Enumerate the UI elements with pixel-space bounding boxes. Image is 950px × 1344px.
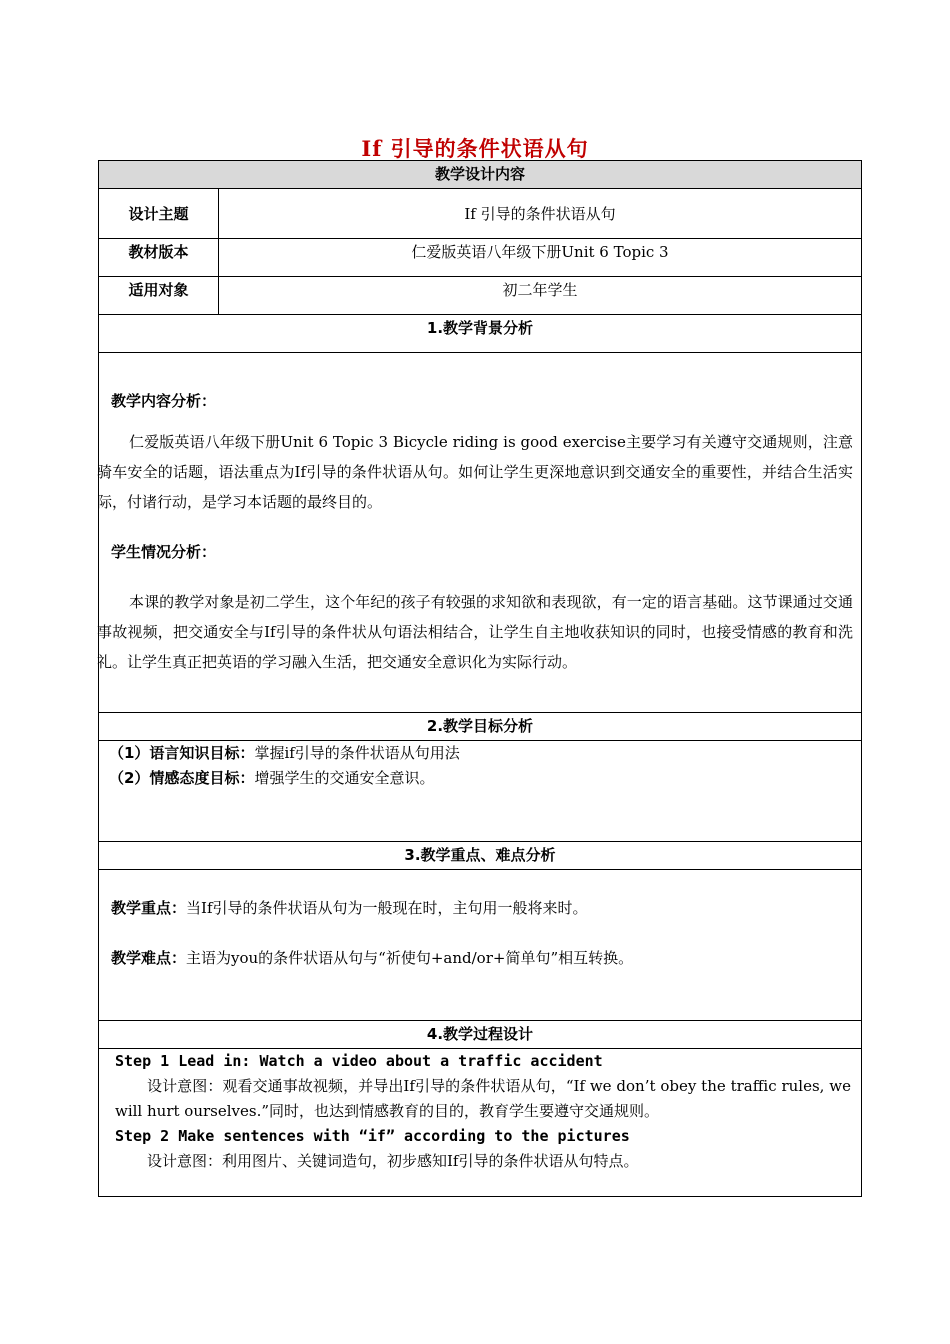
step2-text: 设计意图：利用图片、关键词造句，初步感知If引导的条件状语从句特点。 <box>147 1152 639 1170</box>
info-value: 初二年学生 <box>502 281 578 299</box>
document-title: If 引导的条件状语从句 <box>361 136 589 161</box>
student-analysis-label: 学生情况分析： <box>111 543 217 561</box>
info-value: If 引导的条件状语从句 <box>464 205 616 223</box>
info-key: 设计主题 <box>99 189 219 238</box>
info-row-edition <box>99 239 861 277</box>
section-heading-goals: 2.教学目标分析 <box>99 713 861 741</box>
goal-language-text: 掌握if引导的条件状语从句用法 <box>254 744 460 762</box>
step1-text: 设计意图：观看交通事故视频，并导出If引导的条件状语从句，“If we don’t obey the traffic rules, we will hurt ourselves.”同时，也达到情感教育的目的，教育学生要遵守交通规则。 <box>115 1077 851 1120</box>
difficult-point <box>111 943 851 973</box>
difficult-point-text: 主语为you的条件状语从句与“祈使句+and/or+简单句”相互转换。 <box>186 949 634 967</box>
student-analysis-text: 本课的教学对象是初二学生，这个年纪的孩子有较强的求知欲和表现欲，有一定的语言基础。这节课通过交通事故视频，把交通安全与If引导的条件状从句语法相结合，让学生自主地收获知识的同时，也接受情感的教育和洗礼。让学生真正把英语的学习融入生活，把交通安全意识化为实际行动。 <box>97 593 853 671</box>
info-row-audience <box>99 277 861 315</box>
goal-emotion-label: （2）情感态度目标： <box>109 769 255 787</box>
section-goals-body <box>99 741 861 842</box>
goal-language-label: （1）语言知识目标： <box>109 744 255 762</box>
lesson-plan-table <box>98 160 862 1197</box>
section-heading-process: 4.教学过程设计 <box>99 1021 861 1049</box>
info-key: 教材版本 <box>99 239 219 276</box>
table-header: 教学设计内容 <box>99 161 861 189</box>
goal-language <box>109 741 851 766</box>
key-point-text: 当If引导的条件状语从句为一般现在时，主句用一般将来时。 <box>186 899 588 917</box>
info-key: 适用对象 <box>99 277 219 314</box>
goal-emotion <box>109 766 851 791</box>
content-analysis-text: 仁爱版英语八年级下册Unit 6 Topic 3 Bicycle riding is good exercise主要学习有关遵守交通规则，注意骑车安全的话题，语法重点为If引导的条件状语从句。如何让学生更深地意识到交通安全的重要性，并结合生活实际，付诸行动，是学习本话题的最终目的。 <box>97 433 853 511</box>
content-analysis-label: 教学内容分析： <box>111 392 217 410</box>
section-process-body <box>99 1049 861 1196</box>
info-row-theme <box>99 189 861 239</box>
goal-emotion-text: 增强学生的交通安全意识。 <box>254 769 435 787</box>
step2-title: Step 2 Make sentences with “if” according to the pictures <box>115 1127 630 1145</box>
key-point <box>111 893 851 923</box>
step1-title: Step 1 Lead in: Watch a video about a traffic accident <box>115 1052 603 1070</box>
section-keypoints-body <box>99 870 861 1021</box>
section-heading-background: 1.教学背景分析 <box>99 315 861 353</box>
section-background-body <box>99 353 861 713</box>
info-value: 仁爱版英语八年级下册Unit 6 Topic 3 <box>411 243 669 261</box>
difficult-point-label: 教学难点： <box>111 949 187 967</box>
section-heading-keypoints: 3.教学重点、难点分析 <box>99 842 861 870</box>
key-point-label: 教学重点： <box>111 899 187 917</box>
